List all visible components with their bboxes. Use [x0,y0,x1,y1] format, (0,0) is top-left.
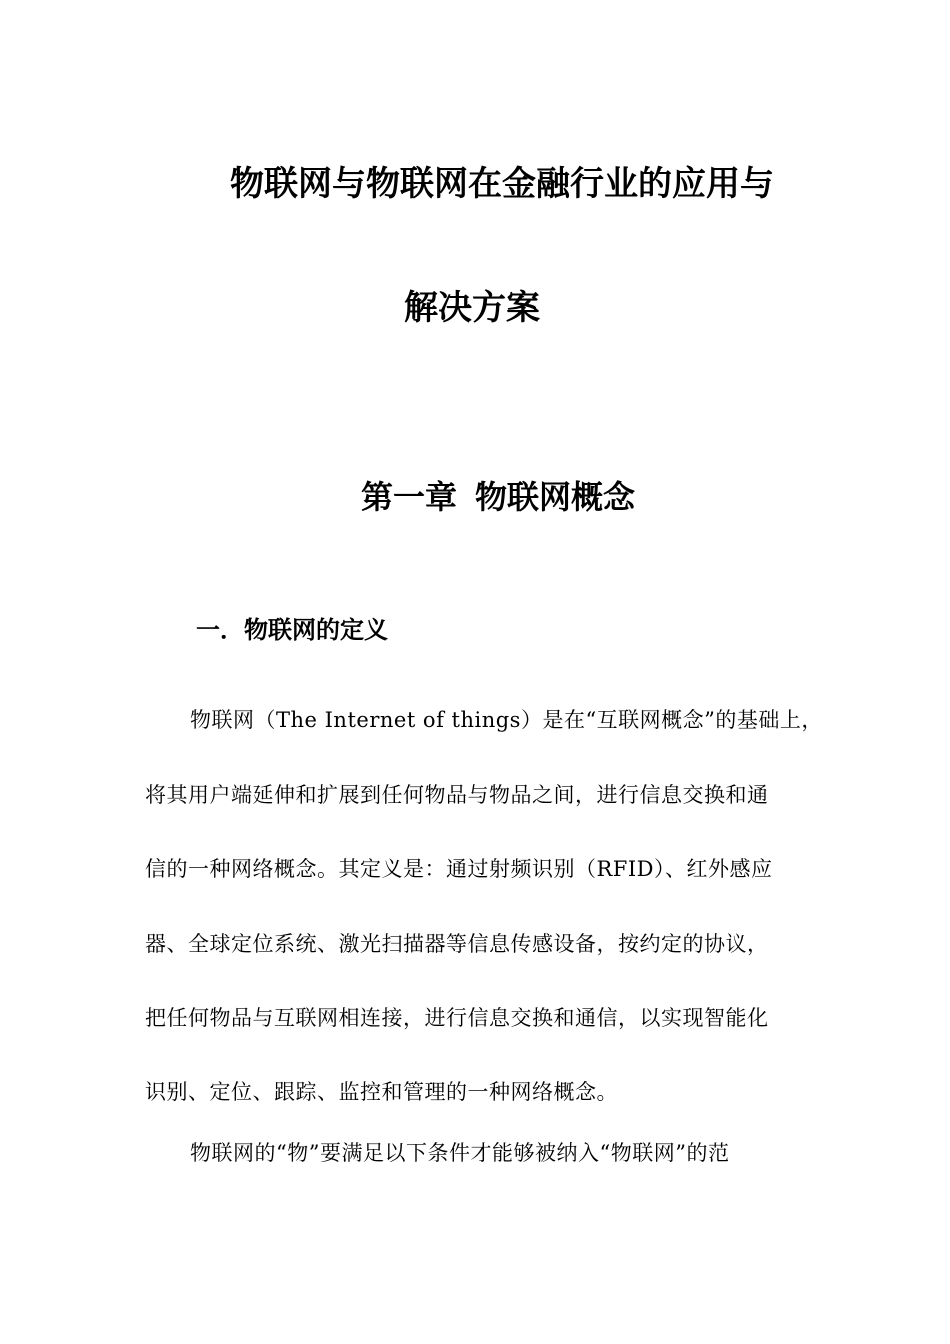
chapter-heading [361,472,635,518]
body-line: 将其用户端延伸和扩展到任何物品与物品之间，进行信息交换和通 [145,783,769,807]
body-line: 器、全球定位系统、激光扫描器等信息传感设备，按约定的协议， [145,932,769,956]
chapter-name: 物联网概念 [475,478,636,516]
body-line: 物联网（The Internet of things）是在“互联网概念”的基础上， [190,708,823,732]
body-line: 识别、定位、跟踪、监控和管理的一种网络概念。 [145,1080,618,1104]
chapter-number: 第一章 [361,478,458,516]
document-title-line-1: 物联网与物联网在金融行业的应用与 [230,164,774,204]
body-line: 把任何物品与互联网相连接，进行信息交换和通信，以实现智能化 [145,1006,769,1030]
document-title-line-2: 解决方案 [404,288,540,328]
body-line: 信的一种网络概念。其定义是：通过射频识别（RFID）、红外感应 [145,857,773,881]
body-line: 物联网的“物”要满足以下条件才能够被纳入“物联网”的范 [190,1141,730,1165]
section-heading: 一．物联网的定义 [196,615,388,644]
